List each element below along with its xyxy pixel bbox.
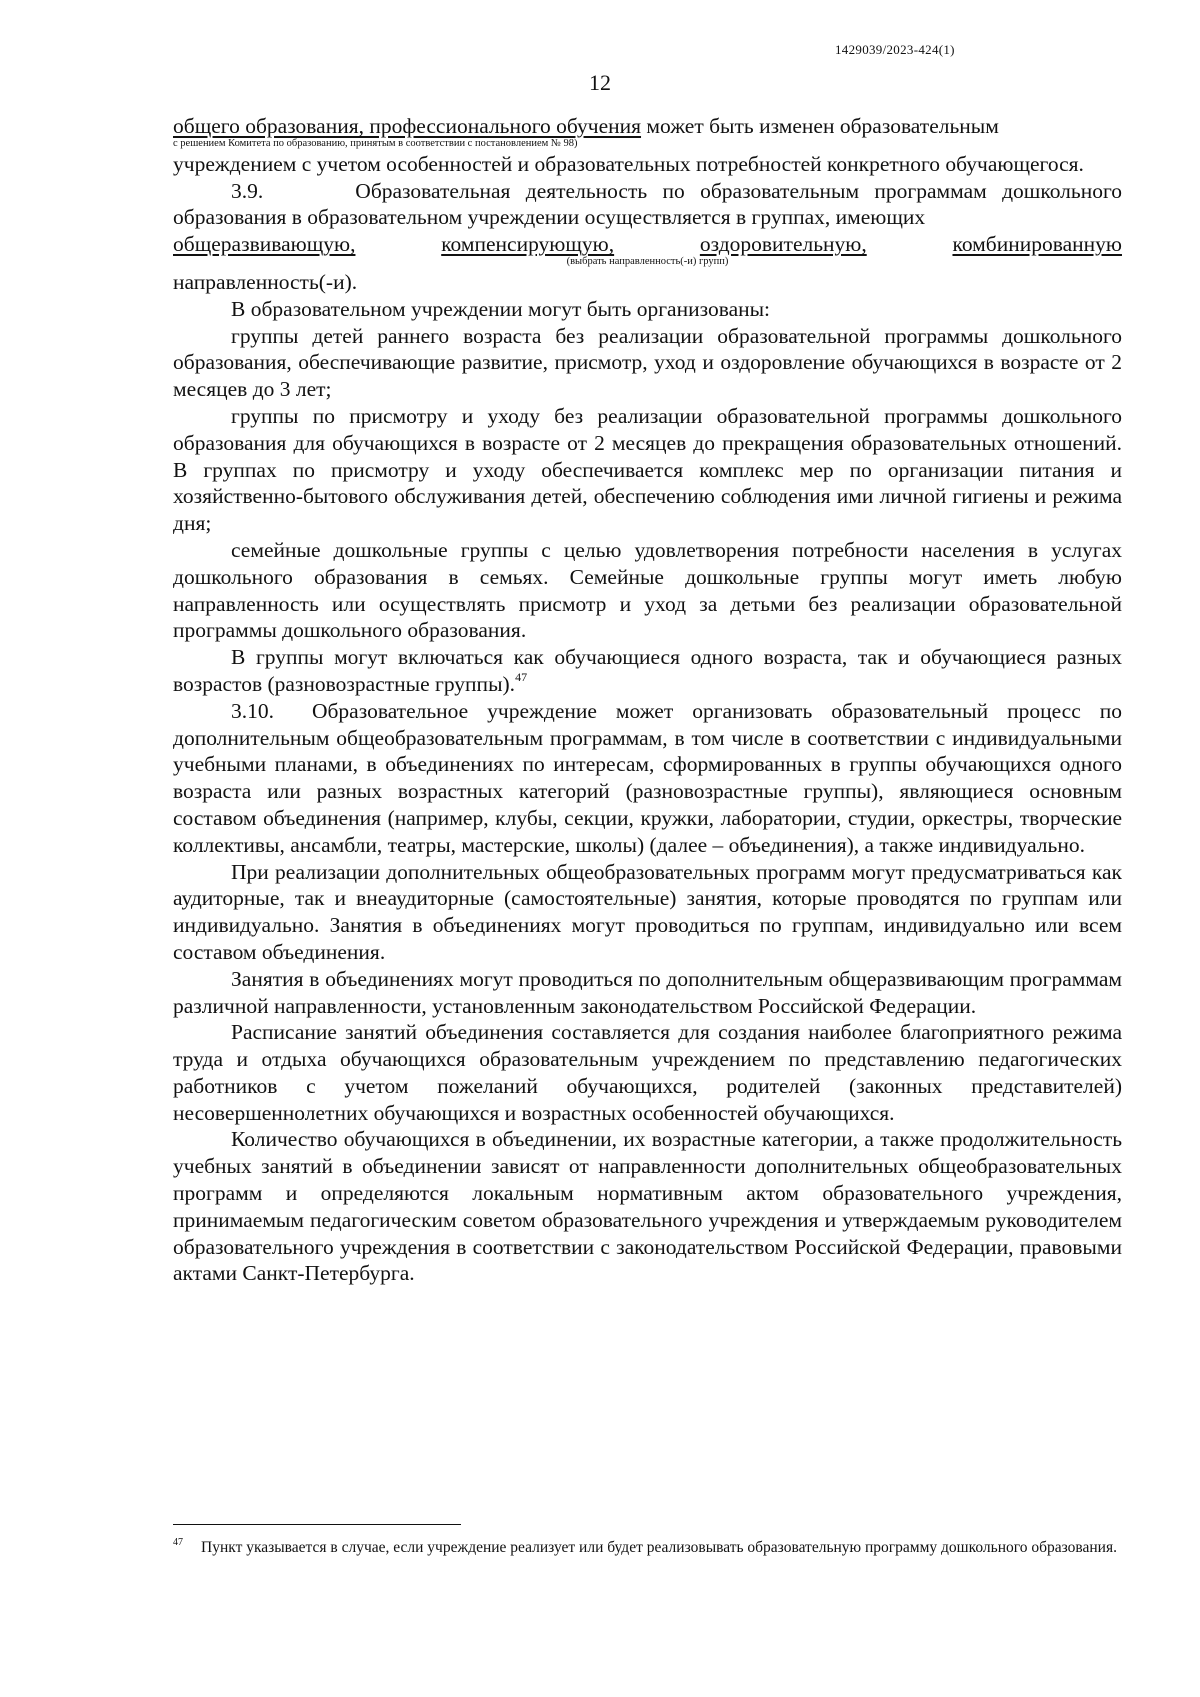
- paragraph-programs: Занятия в объединениях могут проводиться по дополнительным общеразвивающим программам различной направленности, установленным законодательством Российской Федерации.: [173, 966, 1122, 1018]
- paragraph-3-9: 3.9. Образовательная деятельность по образовательным программам дошкольного образования в образовательном учреждении осуществляется в группах, имеющих: [173, 178, 1122, 230]
- paragraph-family-groups: семейные дошкольные группы с целью удовлетворения потребности населения в услугах дошкольного образования в семьях. Семейные дошкольные группы могут иметь любую направленность или осуществлять присмотр и уход за детьми без реализации образовательной программы дошкольного образования.: [173, 537, 1122, 643]
- direction-item: комбинированную: [952, 232, 1122, 257]
- paragraph-mixed-age-text: В группы могут включаться как обучающиеся одного возраста, так и обучающиеся разных возрастов (разновозрастные группы).: [173, 645, 1122, 696]
- document-body: [173, 113, 1122, 1287]
- footnote: [173, 1538, 1122, 1558]
- document-id: 1429039/2023-424(1): [835, 42, 955, 57]
- footnote-mark: 47: [173, 1537, 183, 1548]
- paragraph-classes: При реализации дополнительных общеобразовательных программ могут предусматриваться как аудиторные, так и внеаудиторные (самостоятельные) занятия, которые проводятся по группам или индивидуально. Занятия в объединениях могут проводиться по группам, индивидуально или всем составом объединения.: [173, 859, 1122, 964]
- paragraph-3-10: 3.10. Образовательное учреждение может организовать образовательный процесс по дополнительным общеобразовательным программам, в том числе в соответствии с индивидуальными учебными планами, в объединениях по интересам, сформированных в группы обучающихся одного возраста или разных возрастных категорий (разновозрастные группы), являющиеся основным составом объединения (например, клубы, секции, кружки, лаборатории, студии, оркестры, творческие коллективы, ансамбли, театры, мастерские, школы) (далее – объединения), а также индивидуально.: [173, 698, 1122, 857]
- direction-item: оздоровительную,: [699, 232, 867, 257]
- footnote-separator: [173, 1524, 461, 1525]
- underlined-fill-in: общего образования, профессионального обучения: [173, 114, 642, 138]
- paragraph-0-rest: может быть изменен образовательным: [641, 114, 999, 138]
- directions-note: (выбрать направленность(-и) групп): [566, 255, 729, 267]
- footnote-text: Пункт указывается в случае, если учреждение реализует или будет реализовывать образовательную программу дошкольного образования.: [201, 1539, 1117, 1556]
- paragraph-early-age-groups: группы детей раннего возраста без реализации образовательной программы дошкольного образования, обеспечивающие развитие, присмотр, уход и оздоровление обучающихся в возрасте от 2 месяцев до 3 лет;: [173, 323, 1122, 402]
- paragraph-0: [173, 113, 1122, 140]
- paragraph-number-of-students: Количество обучающихся в объединении, их возрастные категории, а также продолжительность учебных занятий в объединении зависят от направленности дополнительных общеобразовательных программ и определяются локальным нормативным актом образовательного учреждения, принимаемым педагогическим советом образовательного учреждения и утверждаемым руководителем образовательного учреждения в соответствии с законодательством Российской Федерации, правовыми актами Санкт-Петербурга.: [173, 1127, 1122, 1286]
- direction-item: компенсирующую,: [441, 232, 615, 257]
- footnote-reference: 47: [515, 669, 528, 684]
- direction-item: общеразвивающую,: [173, 232, 356, 257]
- page-number: 12: [589, 70, 611, 95]
- paragraph-groups-intro: В образовательном учреждении могут быть организованы:: [231, 296, 771, 321]
- paragraph-schedule: Расписание занятий объединения составляется для создания наиболее благоприятного режима труда и отдыха обучающихся образовательным учреждением по представлению педагогических работников с учетом пожеланий обучающихся, родителей (законных представителей) несовершеннолетних обучающихся и возрастных особенностей обучающихся.: [173, 1020, 1122, 1125]
- directions-row: [173, 231, 1122, 258]
- paragraph-care-groups: группы по присмотру и уходу без реализации образовательной программы дошкольного образования для обучающихся в возрасте от 2 месяцев до прекращения образовательных отношений. В группах по присмотру и уходу обеспечивается комплекс мер по организации питания и хозяйственно-бытового обслуживания детей, обеспечению соблюдения ими личной гигиены и режима дня;: [173, 403, 1122, 536]
- fill-in-note: с решением Комитета по образованию, принятым в соответствии с постановлением № 98): [173, 137, 578, 149]
- paragraph-3-9-end: направленность(-и).: [173, 269, 358, 294]
- paragraph-0-continuation: учреждением с учетом особенностей и образовательных потребностей конкретного обучающегося.: [173, 151, 1084, 176]
- paragraph-mixed-age: [173, 644, 1122, 698]
